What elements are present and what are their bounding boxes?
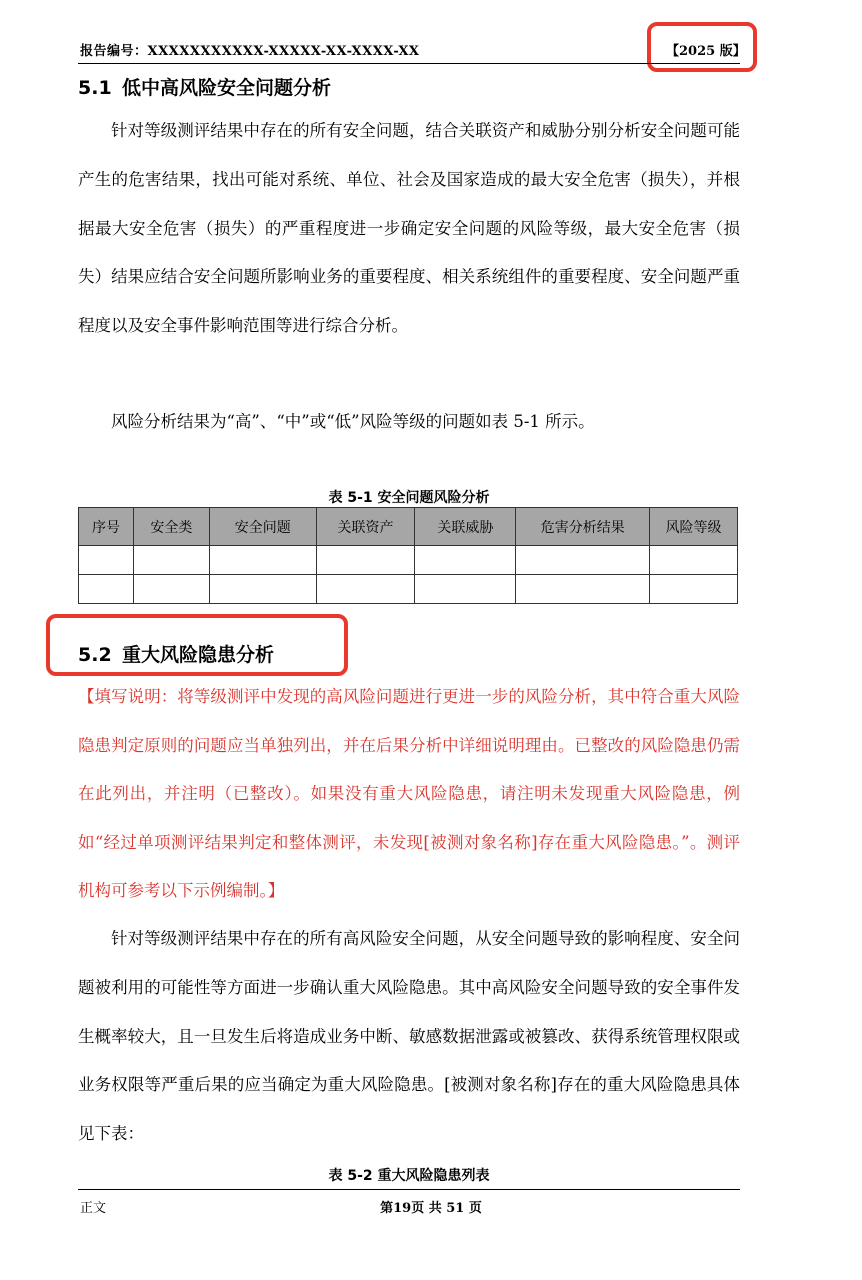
- table-5-1-caption: 表 5-1 安全问题风险分析: [328, 490, 490, 506]
- section-5-1-reference-paragraph: 风险分析结果为“高”、“中”或“低”风险等级的问题如表 5-1 所示。: [111, 412, 595, 431]
- column-header: 关联资产: [316, 508, 415, 546]
- section-5-1-paragraph: 针对等级测评结果中存在的所有安全问题，结合关联资产和威胁分别分析安全问题可能产生的危害结果，找出可能对系统、单位、社会及国家造成的最大安全危害（损失），并根据最大安全危害（损失）的严重程度进一步确定安全问题的风险等级，最大安全危害（损失）结果应结合安全问题所影响业务的重要程度、相关系统组件的重要程度、安全问题严重程度以及安全事件影响范围等进行综合分析。: [78, 121, 740, 336]
- table-row: [79, 575, 738, 604]
- section-5-2-heading: [78, 640, 274, 667]
- section-number: 5.2: [78, 644, 112, 666]
- column-header: 序号: [79, 508, 134, 546]
- edition-label: 【2025 版】: [666, 44, 746, 59]
- table-cell: [209, 546, 316, 575]
- table-cell: [650, 575, 738, 604]
- column-header: 安全问题: [209, 508, 316, 546]
- table-cell: [133, 575, 209, 604]
- table-cell: [316, 575, 415, 604]
- page-number: 第19页 共 51 页: [380, 1201, 482, 1216]
- table-cell: [133, 546, 209, 575]
- edition-highlight-box: [647, 22, 757, 72]
- table-cell: [79, 546, 134, 575]
- risk-analysis-table: [78, 507, 738, 604]
- table-cell: [209, 575, 316, 604]
- column-header: 关联威胁: [415, 508, 516, 546]
- header-rule: [78, 63, 740, 64]
- footer-rule: [78, 1189, 740, 1190]
- section-title: 重大风险隐患分析: [122, 644, 275, 666]
- table-cell: [516, 546, 650, 575]
- column-header: 危害分析结果: [516, 508, 650, 546]
- footer-section-label: 正文: [80, 1201, 107, 1216]
- column-header: 风险等级: [650, 508, 738, 546]
- fill-instruction-note: 【填写说明：将等级测评中发现的高风险问题进行更进一步的风险分析，其中符合重大风险隐患判定原则的问题应当单独列出，并在后果分析中详细说明理由。已整改的风险隐患仍需在此列出，并注明（已整改）。如果没有重大风险隐患，请注明未发现重大风险隐患，例如“经过单项测评结果判定和整体测评，未发现[被测对象名称]存在重大风险隐患。”。测评机构可参考以下示例编制。】: [78, 687, 740, 900]
- table-cell: [415, 546, 516, 575]
- table-5-2-caption: 表 5-2 重大风险隐患列表: [328, 1168, 490, 1184]
- table-cell: [415, 575, 516, 604]
- table-row: [79, 546, 738, 575]
- section-number: 5.1: [78, 77, 112, 99]
- table-cell: [650, 546, 738, 575]
- report-number: 报告编号：XXXXXXXXXXX-XXXXX-XX-XXXX-XX: [80, 44, 420, 59]
- table-cell: [316, 546, 415, 575]
- table-cell: [516, 575, 650, 604]
- table-header-row: [79, 508, 738, 546]
- section-title: 低中高风险安全问题分析: [122, 77, 332, 99]
- section-5-1-heading: [78, 73, 331, 100]
- column-header: 安全类: [133, 508, 209, 546]
- section-5-2-paragraph: 针对等级测评结果中存在的所有高风险安全问题，从安全问题导致的影响程度、安全问题被利用的可能性等方面进一步确认重大风险隐患。其中高风险安全问题导致的安全事件发生概率较大，且一旦发生后将造成业务中断、敏感数据泄露或被篡改、获得系统管理权限或业务权限等严重后果的应当确定为重大风险隐患。[被测对象名称]存在的重大风险隐患具体见下表：: [78, 929, 740, 1144]
- table-cell: [79, 575, 134, 604]
